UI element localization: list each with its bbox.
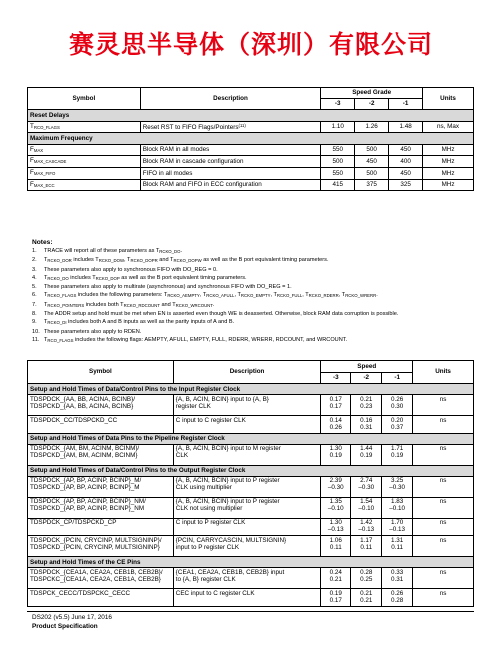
col-description: Description (173, 361, 321, 384)
table-row: TDSPCK_CECC/TDSPCKC_CECC CEC input to C register CLK 0.19 0.17 0.21 0.21 0.26 0.28 ns (28, 589, 474, 607)
section-title: Setup and Hold Times of Data/Control Pins to the Output Register Clock (28, 465, 474, 476)
col-grade-2: -2 (351, 372, 382, 384)
note-item: 10. These parameters also apply to RDEN. (32, 328, 142, 335)
col-grade-1: -1 (382, 372, 413, 384)
table-row: TDSPDCK_{AA, BB, ACINA, BCINB}/ TDSPCKD_{AA, BB, ACINA, BCINB} {A, B, ACIN, BCIN} input to {A, B} register CLK 0.17 0.17 0.21 0.23 0.26 0.30 ns (28, 395, 474, 416)
table-row: $F_{MAX\_FIFO}$ FIFO in all modes 550 500 450 MHz (28, 167, 474, 179)
note-item: 6. $T_{RCKO\_FLAGS}$ includes the following parameters: $T_{RCKO\_AEMPTY}$, $T_{RCKO\_AFULL}$, $T_{RCKO\_EMPTY}$, $T_{RCKO\_FULL}$, $T_{RCKO\_RDERR}$, $T_{RCKO\_WRERR}$. (32, 292, 378, 299)
table-row: TDSPDCK_{CEA1A, CEA2A, CEB1B, CEB2B}/ TDSPCKC_{CEA1A, CEA2A, CEB1A, CEB2B} {CEA1, CEA2A, CEB1B, CEB2B} input to {A, B} register CLK 0.24 0.21 0.28 0.25 0.33 0.31 ns (28, 568, 474, 589)
col-grade-2: -2 (355, 99, 389, 110)
col-symbol: Symbol (28, 361, 174, 384)
note-item: 5. These parameters also apply to multirate (asynchronous) and synchronous FIFO with DO_REG = 1. (32, 284, 292, 291)
note-item: 7. $T_{RCKO\_POINTERS}$ includes both $T_{RCKO\_RDCOUNT}$ and $T_{RCKO\_WRCOUNT}$. (32, 301, 215, 308)
note-item: 2. $T_{RCKO\_DOR}$ includes $T_{RCKO\_DOW}$, $T_{RCKO\_DOPR}$ and $T_{RCKO\_DOPW}$ as well as the B port equivalent timing parameters. (32, 257, 329, 264)
note-item: 1. TRACE will report all of these parameters as $T_{RCKO\_DO}$. (32, 248, 183, 254)
section-maximum-frequency: Maximum Frequency (28, 133, 474, 145)
table-row: TDSPDCK_{AM, BM, ACINM, BCINM}/ TDSPCKD_{AM, BM, ACINM, BCINM} {A, B, ACIN, BCIN} input to M register CLK 1.30 0.19 1.44 0.19 1.71 0.19 ns (28, 444, 474, 465)
table-row: $T_{RCO\_FLAGS}$ Reset RST to FIFO Flags/Pointers$^{(11)}$ 1.10 1.26 1.48 ns, Max (28, 121, 474, 133)
col-speed-grade: Speed Grade (321, 88, 423, 99)
notes-title: Notes: (32, 239, 53, 246)
footer-rule (27, 611, 474, 612)
section-reset-delays: Reset Delays (28, 110, 474, 122)
table-row: TDSPDCK_{AP, BP, ACINP, BCINP}_M/ TDSPCKD_{AP, BP, ACINP, BCINP}_M {A, B, ACIN, BCIN} input to P register CLK using multiplier 2.39 –0.30 2.74 –0.30 3.25 –0.30 ns (28, 476, 474, 497)
col-units: Units (423, 88, 474, 110)
section-title: Setup and Hold Times of Data/Control Pins to the Input Register Clock (28, 384, 474, 395)
footer-doc-id: DS202 (v5.5) June 17, 2016 (32, 614, 112, 621)
col-grade-3: -3 (321, 372, 351, 384)
notes (32, 239, 477, 345)
note-item: 9. $T_{RCKO\_DI}$ includes both A and B inputs as well as the parity inputs of A and B. (32, 319, 235, 326)
page-title: 赛灵思半导体（深圳）有限公司 (68, 30, 433, 59)
table-row: TDSPDCK_{AP, BP, ACINP, BCINP}_NM/ TDSPCKD_{AP, BP, ACINP, BCINP}_NM {A, B, ACIN, BCIN} input to P register CLK not using multiplier 1.35 –0.10 1.54 –0.10 1.83 –0.10 ns (28, 497, 474, 518)
table-row: $F_{MAX}$ Block RAM in all modes 550 500 450 MHz (28, 144, 474, 156)
footer-label: Product Specification (32, 622, 98, 630)
note-item: 11. $T_{RCO\_FLAGS}$ includes the following flags: AEMPTY, AFULL, EMPTY, FULL, RDERR, WRERR, RDCOUNT, and WRCOUNT. (32, 336, 348, 343)
col-description: Description (140, 88, 321, 110)
note-item: 4. $T_{RCKO\_DO}$ includes $T_{RCKO\_DOP}$ as well as the B port equivalent timing parameters. (32, 274, 247, 281)
note-item: 8. The ADDR setup and hold must be met when EN is asserted even though WE is deasserted. Otherwise, block RAM data corruption is possible. (32, 311, 399, 318)
section-title: Setup and Hold Times of the CE Pins (28, 557, 474, 568)
col-grade-1: -1 (389, 99, 423, 110)
table-row: TDSPDCK_CC/TDSPCKD_CC C input to C register CLK 0.14 0.26 0.16 0.31 0.20 0.37 ns (28, 416, 474, 434)
block-ram-timing-table (27, 87, 474, 191)
col-symbol: Symbol (28, 88, 141, 110)
table-row: TDSPDCK_CP/TDSPCKD_CP C input to P register CLK 1.30 –0.13 1.42 –0.13 1.70 –0.13 ns (28, 518, 474, 536)
footer (32, 614, 112, 632)
col-speed: Speed (321, 361, 413, 373)
table-row: TDSPDCK_{PCIN, CRYCINP, MULTSIGNINP}/ TDSPCKD_{PCIN, CRYCINP, MULTSIGNINP} {PCIN, CARRYCASCIN, MULTSIGNIN} input to P register CLK 1.06 0.11 1.17 0.11 1.31 0.11 ns (28, 536, 474, 557)
note-item: 3. These parameters also apply to synchronous FIFO with DO_REG = 0. (32, 266, 218, 273)
dsp-timing-table (27, 360, 474, 607)
col-grade-3: -3 (321, 99, 355, 110)
table-row: $F_{MAX\_CASCADE}$ Block RAM in cascade configuration 500 450 400 MHz (28, 156, 474, 168)
table-row: $F_{MAX\_ECC}$ Block RAM and FIFO in ECC configuration 415 375 325 MHz (28, 179, 474, 191)
section-title: Setup and Hold Times of Data Pins to the Pipeline Register Clock (28, 433, 474, 444)
col-units: Units (413, 361, 474, 384)
